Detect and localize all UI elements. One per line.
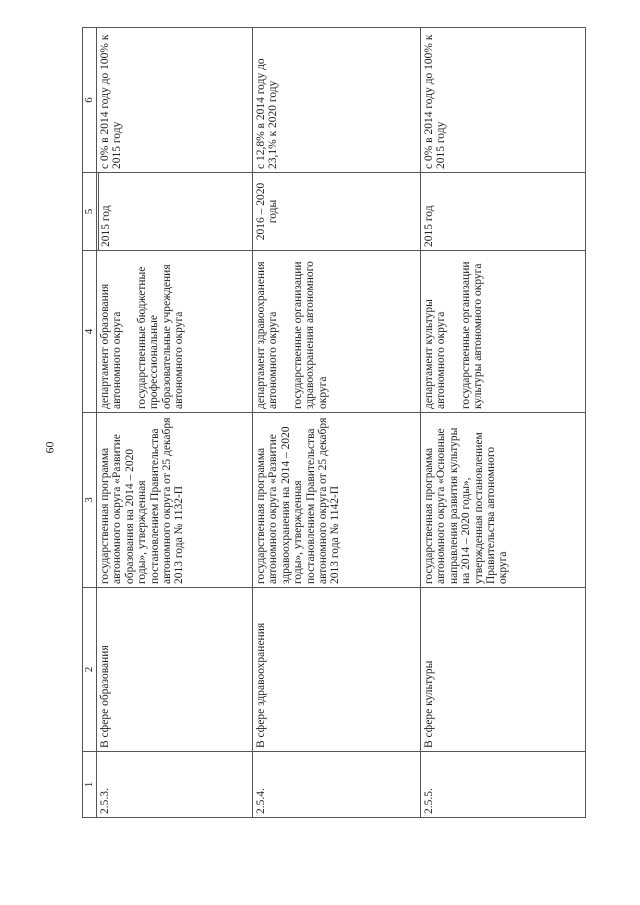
- indicator-cell: с 0% в 2014 году до 100% к 2015 году: [97, 28, 253, 173]
- header-row: [83, 28, 97, 818]
- executor-primary: департамент здравоохранения автономного округа: [255, 261, 280, 409]
- period-cell: [97, 173, 253, 251]
- table-row: [421, 28, 586, 818]
- executor-cell: [421, 251, 586, 413]
- program-cell: государственная программа автономного округа «Развитие здравоохранения на 2014 – 2020 годы», утвержденная постановлением Правительства автономного округа от 25 декабря 2013 года № 1142-П: [253, 413, 421, 588]
- header-cell: 3: [83, 413, 97, 588]
- indicator-cell: с 12,8% в 2014 году до 23,1% к 2020 году: [253, 28, 421, 173]
- header-cell: 2: [83, 588, 97, 752]
- indicator-cell: с 0% в 2014 году до 100% к 2015 году: [421, 28, 586, 173]
- executor-secondary: государственные бюджетные профессиональные образовательные учреждения автономного округа: [135, 264, 186, 409]
- executor-cell: [97, 251, 253, 413]
- executor-cell: [253, 251, 421, 413]
- page-number: 60: [42, 441, 57, 454]
- rotated-page: [82, 28, 602, 818]
- table-row: [97, 28, 253, 818]
- sphere-cell: В сфере культуры: [421, 588, 586, 752]
- program-cell: государственная программа автономного округа «Основные направления развития культуры на 2014 – 2020 годы», утвержденная постановлением Правительства автономного округа: [421, 413, 586, 588]
- period-text: 2015 год: [98, 173, 113, 250]
- executor-primary: департамент культуры автономного округа: [423, 299, 448, 409]
- sphere-cell: В сфере образования: [97, 588, 253, 752]
- executor-secondary: государственные организации здравоохранения автономного округа: [291, 261, 329, 409]
- header-cell: 6: [83, 28, 97, 173]
- sphere-cell: В сфере здравоохранения: [253, 588, 421, 752]
- executor-secondary: государственные организации культуры автономного округа: [459, 261, 485, 409]
- row-number: 2.5.5.: [421, 752, 586, 818]
- header-cell: 4: [83, 251, 97, 413]
- program-cell: государственная программа автономного округа «Развитие образования на 2014 – 2020 годы», утвержденная постановлением Правительства автономного округа от 25 декабря 2013 года № 1132-П: [97, 413, 253, 588]
- row-number: 2.5.4.: [253, 752, 421, 818]
- table-row: [253, 28, 421, 818]
- period-cell: 2016 – 2020 годы: [253, 173, 421, 251]
- period-cell: 2015 год: [421, 173, 586, 251]
- header-cell: 1: [83, 752, 97, 818]
- row-number: 2.5.3.: [97, 752, 253, 818]
- executor-primary: департамент образования автономного округа: [99, 283, 124, 409]
- header-cell: 5: [83, 173, 97, 251]
- program-table: [82, 27, 586, 818]
